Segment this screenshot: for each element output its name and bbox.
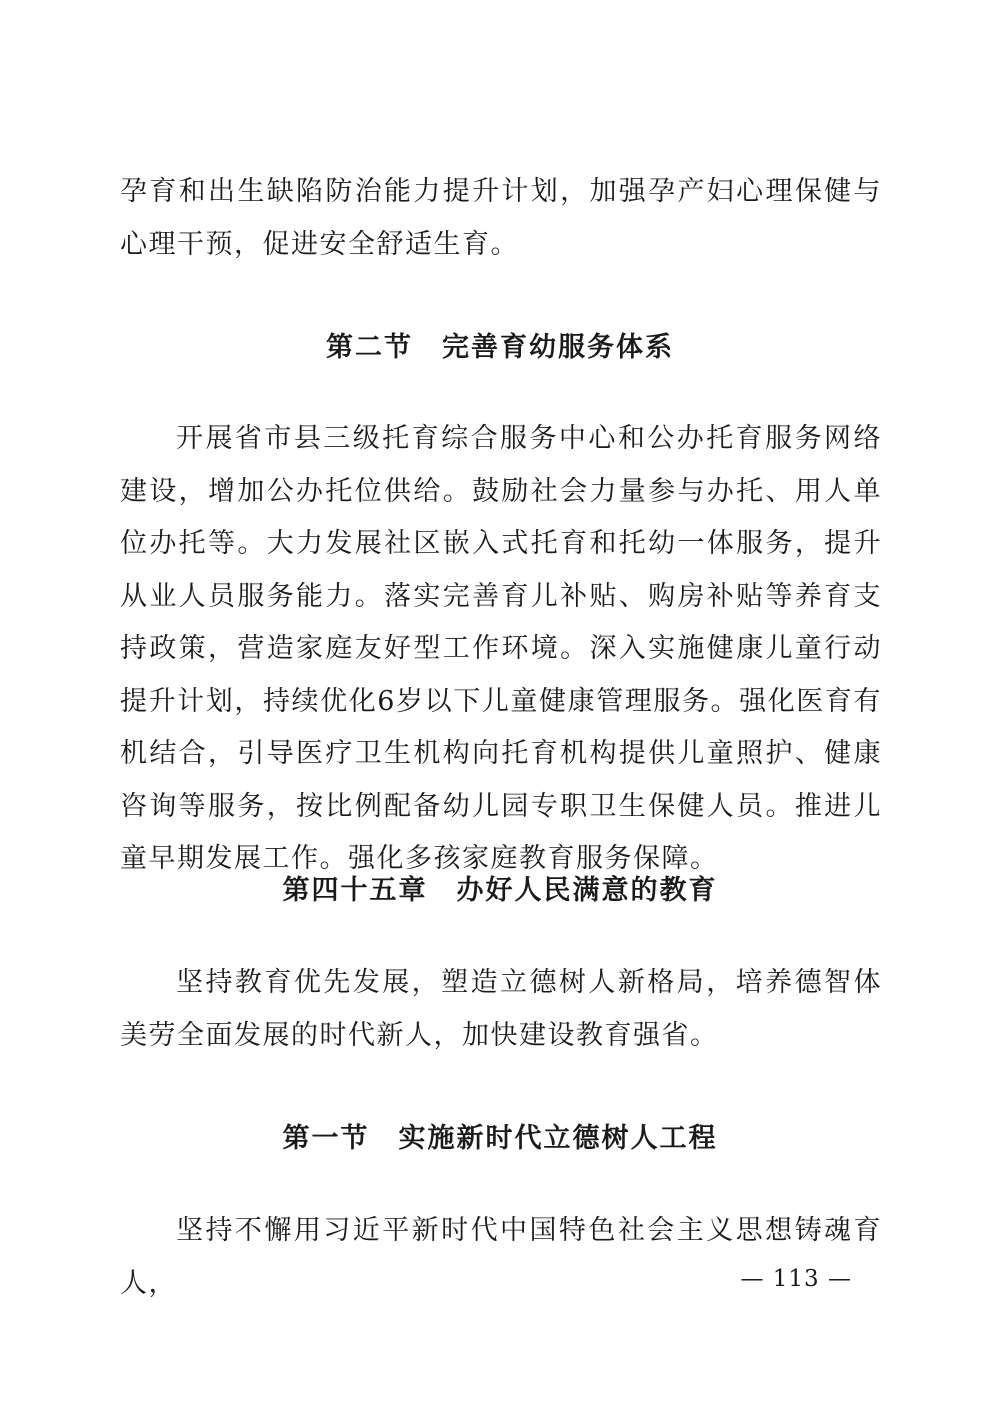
section-first-paragraph: 坚持不懈用习近平新时代中国特色社会主义思想铸魂育人， [120, 1215, 882, 1299]
continued-paragraph: 孕育和出生缺陷防治能力提升计划，加强孕产妇心理保健与心理干预，促进安全舒适生育。 [120, 176, 882, 260]
section-title-second: 第二节 完善育幼服务体系 [326, 332, 674, 363]
section-title-first: 第一节 实施新时代立德树人工程 [282, 1123, 718, 1154]
page-number: — 113 — [740, 1266, 852, 1292]
chapter-intro-paragraph: 坚持教育优先发展，塑造立德树人新格局，培养德智体美劳全面发展的时代新人，加快建设教育强省。 [120, 967, 882, 1051]
section-second-paragraph: 开展省市县三级托育综合服务中心和公办托育服务网络建设，增加公办托位供给。鼓励社会力量参与办托、用人单位办托等。大力发展社区嵌入式托育和托幼一体服务，提升从业人员服务能力。落实完善育儿补贴、购房补贴等养育支持政策，营造家庭友好型工作环境。深入实施健康儿童行动提升计划，持续优化6岁以下儿童健康管理服务。强化医育有机结合，引导医疗卫生机构向托育机构提供儿童照护、健康咨询等服务，按比例配备幼儿园专职卫生保健人员。推进儿童早期发展工作。强化多孩家庭教育服务保障。 [120, 423, 882, 874]
chapter-title-45: 第四十五章 办好人民满意的教育 [282, 875, 718, 906]
